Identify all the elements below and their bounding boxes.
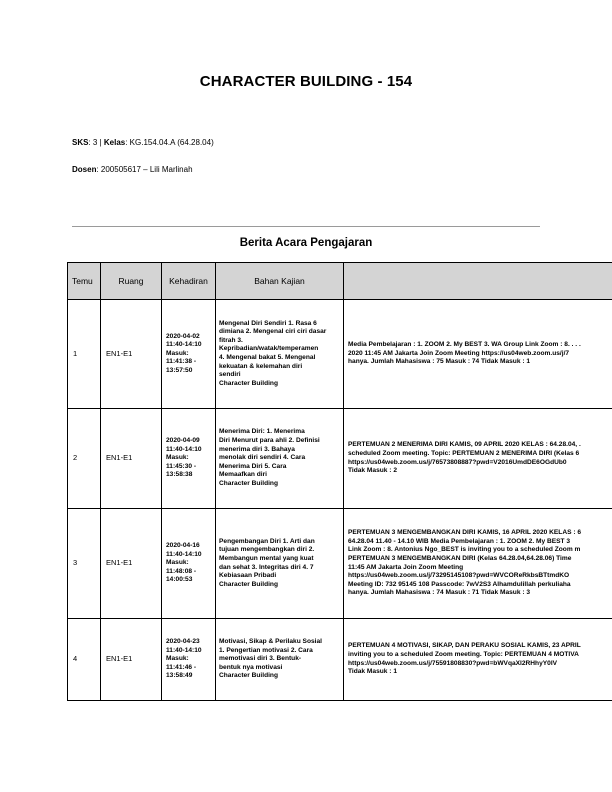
cell-bahan-kajian — [216, 509, 344, 619]
cell-bahan-kajian-line: dimiana 2. Mengenal ciri ciri dasar — [219, 328, 327, 336]
cell-temu: 1 — [68, 300, 101, 409]
kelas-value: : KG.154.04.A (64.28.04) — [125, 138, 214, 147]
teaching-record-table — [67, 262, 612, 701]
cell-kehadiran-line: 2020-04-02 — [166, 332, 200, 340]
header-temu: Temu — [68, 263, 101, 300]
cell-kehadiran-line: Masuk: — [166, 655, 189, 663]
table-row — [68, 509, 612, 619]
table-body — [68, 300, 612, 701]
cell-bahan-kajian-line: dan sehat 3. Integritas diri 4. 7 — [219, 563, 314, 571]
cell-bahan-kajian-line: Menerima Diri: 1. Menerima — [219, 428, 305, 436]
cell-description-line: Media Pembelajaran : 1. ZOOM 2. My BEST 3. WA Group Link Zoom : 8. . . . — [348, 341, 581, 349]
cell-bahan-kajian-line: sendiri — [219, 371, 241, 379]
cell-kehadiran-line: 13:58:38 — [166, 471, 193, 479]
cell-ruang: EN1-E1 — [101, 300, 162, 409]
dosen-label: Dosen — [72, 165, 97, 174]
cell-bahan-kajian-line: Kepribadian/watak/temperamen — [219, 345, 319, 353]
cell-description-line: hanya. Jumlah Mahasiswa : 75 Masuk : 74 Tidak Masuk : 1 — [348, 358, 531, 366]
cell-description — [344, 409, 612, 509]
cell-bahan-kajian — [216, 300, 344, 409]
cell-kehadiran — [162, 300, 216, 409]
cell-description-line: PERTEMUAN 2 MENERIMA DIRI KAMIS, 09 APRIL 2020 KELAS : 64.28.04, . — [348, 441, 581, 449]
cell-kehadiran-line: 2020-04-16 — [166, 542, 200, 550]
cell-description-line: Link Zoom : 8. Antonius Ngo_BEST is inviting you to a scheduled Zoom m — [348, 546, 581, 554]
cell-description-line: 2020 11:45 AM Jakarta Join Zoom Meeting https://us04web.zoom.us/j/7 — [348, 349, 570, 357]
cell-kehadiran — [162, 509, 216, 619]
cell-temu: 4 — [68, 619, 101, 701]
cell-description-line: scheduled Zoom meeting. Topic: PERTEMUAN 2 MENERIMA DIRI (Kelas 6 — [348, 449, 580, 457]
cell-kehadiran-line: 13:57:50 — [166, 366, 193, 374]
cell-description-line: https://us04web.zoom.us/j/73295145108?pwd=WVCOReRkbsBTtmdKO — [348, 572, 570, 580]
cell-kehadiran-line: 11:40-14:10 — [166, 445, 202, 453]
cell-kehadiran-line: 2020-04-23 — [166, 638, 200, 646]
cell-bahan-kajian-line: Character Building — [219, 479, 278, 487]
cell-description-line: Tidak Masuk : 1 — [348, 668, 397, 676]
page-title: CHARACTER BUILDING - 154 — [199, 73, 413, 90]
header-kehadiran: Kehadiran — [162, 263, 216, 300]
cell-kehadiran-line: 11:45:30 - — [166, 462, 197, 470]
cell-temu: 3 — [68, 509, 101, 619]
cell-kehadiran-line: Masuk: — [166, 559, 189, 567]
cell-bahan-kajian-line: fitrah 3. — [219, 336, 243, 344]
cell-bahan-kajian-line: Mengenal Diri Sendiri 1. Rasa 6 — [219, 319, 317, 327]
cell-bahan-kajian-line: bentuk nya motivasi — [219, 663, 283, 671]
cell-bahan-kajian — [216, 619, 344, 701]
cell-kehadiran-line: 14:00:53 — [166, 576, 193, 584]
cell-description — [344, 300, 612, 409]
cell-description-line: inviting you to a scheduled Zoom meeting. Topic: PERTEMUAN 4 MOTIVA — [348, 650, 579, 658]
cell-kehadiran-line: 13:58:49 — [166, 672, 193, 680]
cell-bahan-kajian-line: Kebiasaan Pribadi — [219, 572, 277, 580]
table-row — [68, 409, 612, 509]
cell-description-line: 64.28.04 11.40 - 14.10 WIB Media Pembelajaran : 1. ZOOM 2. My BEST 3 — [348, 537, 571, 545]
header-ruang: Ruang — [101, 263, 162, 300]
cell-description-line: https://us04web.zoom.us/j/75591808830?pwd=bWVqaXl2RHhyY0lV — [348, 659, 558, 667]
header-description — [344, 263, 612, 300]
cell-description-line: PERTEMUAN 3 MENGEMBANGKAN DIRI (Kelas 64.28.04,64.28.06) Time — [348, 554, 572, 562]
cell-description-line: Tidak Masuk : 2 — [348, 467, 397, 475]
cell-bahan-kajian-line: menerima diri 3. Bahaya — [219, 445, 295, 453]
table-row — [68, 300, 612, 409]
table-row — [68, 619, 612, 701]
cell-bahan-kajian-line: memotivasi diri 3. Bentuk- — [219, 655, 302, 663]
cell-bahan-kajian-line: Character Building — [219, 672, 278, 680]
cell-bahan-kajian-line: Membangun mental yang kuat — [219, 554, 314, 562]
cell-description-line: PERTEMUAN 3 MENGEMBANGKAN DIRI KAMIS, 16 APRIL 2020 KELAS : 6 — [348, 529, 582, 537]
cell-bahan-kajian-line: Menerima Diri 5. Cara — [219, 462, 287, 470]
cell-bahan-kajian-line: tujuan mengembangkan diri 2. — [219, 546, 315, 554]
cell-bahan-kajian-line: Character Building — [219, 379, 278, 387]
cell-bahan-kajian-line: menolak diri sendiri 4. Cara — [219, 454, 306, 462]
cell-kehadiran — [162, 409, 216, 509]
cell-ruang: EN1-E1 — [101, 409, 162, 509]
cell-kehadiran-line: 11:40-14:10 — [166, 646, 202, 654]
cell-bahan-kajian-line: Pengembangan Diri 1. Arti dan — [219, 537, 315, 545]
cell-bahan-kajian-line: Motivasi, Sikap & Perilaku Sosial — [219, 638, 322, 646]
table-header-row — [68, 263, 612, 300]
dosen-value: : 200505617 – Lili Marlinah — [96, 165, 193, 174]
cell-description — [344, 509, 612, 619]
cell-bahan-kajian — [216, 409, 344, 509]
section-title: Berita Acara Pengajaran — [239, 237, 373, 249]
course-meta-line — [72, 138, 214, 147]
teaching-record-table-wrapper — [67, 262, 612, 708]
cell-description-line: 11:45 AM Jakarta Join Zoom Meeting — [348, 563, 464, 571]
cell-description-line: Meeting ID: 732 95145 108 Passcode: 7wV2S3 Alhamdulillah perkuliaha — [348, 580, 571, 588]
sks-label: SKS — [72, 138, 89, 147]
cell-description — [344, 619, 612, 701]
cell-bahan-kajian-line: 4. Mengenal bakat 5. Mengenal — [219, 354, 316, 361]
cell-description-line: PERTEMUAN 4 MOTIVASI, SIKAP, DAN PERAKU SOSIAL KAMIS, 23 APRIL — [348, 642, 581, 650]
lecturer-meta-line — [72, 165, 193, 174]
cell-kehadiran-line: 11:41:38 - — [166, 358, 197, 366]
cell-kehadiran-line: 11:40-14:10 — [166, 550, 202, 558]
cell-bahan-kajian-line: Character Building — [219, 580, 278, 588]
cell-kehadiran-line: Masuk: — [166, 454, 189, 462]
cell-ruang: EN1-E1 — [101, 619, 162, 701]
horizontal-divider — [72, 226, 540, 227]
cell-kehadiran — [162, 619, 216, 701]
cell-description-line: https://us04web.zoom.us/j/76573808887?pwd=V2016UmdDE6OGdUb0 — [348, 458, 567, 466]
cell-ruang: EN1-E1 — [101, 509, 162, 619]
cell-bahan-kajian-line: Memaafkan diri — [219, 471, 268, 479]
cell-temu: 2 — [68, 409, 101, 509]
header-bahan-kajian: Bahan Kajian — [216, 263, 344, 300]
sks-value: : 3 | — [88, 138, 104, 147]
cell-bahan-kajian-line: kekuatan & kelemahan diri — [219, 362, 303, 370]
cell-kehadiran-line: 11:41:46 - — [166, 663, 197, 671]
cell-bahan-kajian-line: 1. Pengertian motivasi 2. Cara — [219, 646, 313, 654]
kelas-label: Kelas — [103, 138, 126, 147]
cell-kehadiran-line: 11:40-14:10 — [166, 341, 202, 349]
cell-kehadiran-line: 11:48:08 - — [166, 567, 197, 575]
cell-kehadiran-line: Masuk: — [166, 349, 189, 357]
cell-bahan-kajian-line: Diri Menurut para ahli 2. Definisi — [219, 437, 320, 445]
cell-description-line: hanya. Jumlah Mahasiswa : 74 Masuk : 71 Tidak Masuk : 3 — [348, 589, 531, 597]
cell-kehadiran-line: 2020-04-09 — [166, 437, 200, 445]
